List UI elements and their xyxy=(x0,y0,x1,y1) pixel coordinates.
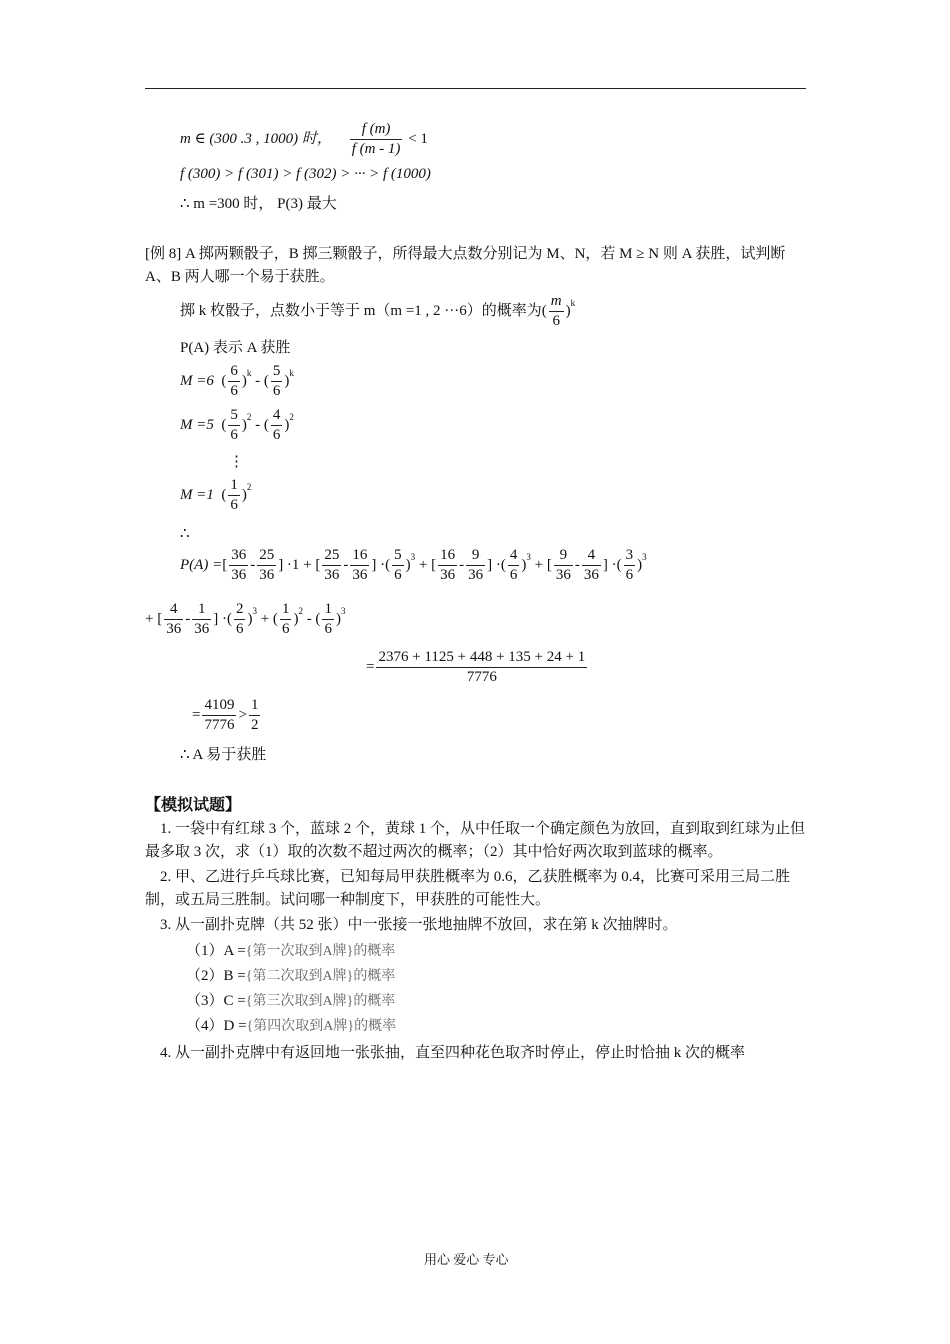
example-8-statement: [例 8] A 掷两颗骰子，B 掷三颗骰子，所得最大点数分别记为 M、N，若 M ≥ N 则 A 获胜，试判断 A、B 两人哪一个易于获胜。 xyxy=(145,246,786,285)
therefore-symbol: ∴ xyxy=(180,526,190,542)
pa-expansion-line-2: + [ $\frac{4}{36}$ - $\frac{1}{36}$ ] ·( $\frac{2}{6}$ )$^3$ + ( $\frac{1}{6}$ )$^2$ - ( $\frac{1}{6}$ )$^3$ xyxy=(145,601,346,637)
problem-3-item-2: （2）B ={第二次取到A牌}的概率 xyxy=(186,968,396,984)
dice-probability-line: 掷 k 枚骰子，点数小于等于 m（m =1 , 2 ···6）的概率为( $\frac{m}{6}$ )$^k$ xyxy=(180,293,576,329)
problem-3-item-4: （4）D ={第四次取到A牌}的概率 xyxy=(186,1018,397,1034)
max-conclusion-line: ∴ m =300 时， P(3) 最大 xyxy=(180,196,337,212)
problem-3-item-3: （3）C ={第三次取到A牌}的概率 xyxy=(186,993,396,1009)
problem-4: 4. 从一副扑克牌中有返回地一张张抽，直至四种花色取齐时停止，停止时恰抽 k 次的概率 xyxy=(160,1045,746,1061)
problem-1: 1. 一袋中有红球 3 个，蓝球 2 个，黄球 1 个，从中任取一个确定颜色为放回，直到取到红球为止但最多取 3 次，求（1）取的次数不超过两次的概率；（2）其中恰好两次取到蓝球的概率。 xyxy=(145,821,806,860)
vertical-ellipsis: ⋮ xyxy=(229,454,244,470)
page-footer: 用心 爱心 专心 xyxy=(424,1252,509,1267)
pa-definition: P(A) 表示 A 获胜 xyxy=(180,340,291,356)
inequality-line: m ∈ (300 .3 , 1000) 时， $\frac{f (m)}{f (m - 1)}$ < 1 xyxy=(180,121,428,157)
problem-2: 2. 甲、乙进行乒乓球比赛，已知每局甲获胜概率为 0.6，乙获胜概率为 0.4，比赛可采用三局二胜制，或五局三胜制。试问哪一种制度下，甲获胜的可能性大。 xyxy=(145,869,791,908)
monotonic-line: f (300) > f (301) > f (302) > ··· > f (1000) xyxy=(180,166,431,182)
m1-line: M =1 ( $\frac{1}{6}$ )$^2$ xyxy=(180,477,252,513)
sum-fraction-line: = $\frac{2376 + 1125 + 448 + 135 + 24 + 1}{7776}$ xyxy=(366,649,586,685)
result-line: = $\frac{4109}{7776}$ > $\frac{1}{2}$ xyxy=(192,697,259,733)
m6-line: M =6 ( $\frac{6}{6}$ )$^k$ - ( $\frac{5}{6}$ )$^k$ xyxy=(180,363,294,399)
m5-line: M =5 ( $\frac{5}{6}$ )$^2$ - ( $\frac{4}{6}$ )$^2$ xyxy=(180,407,294,443)
problem-3-item-1: （1）A ={第一次取到A牌}的概率 xyxy=(186,943,396,959)
problem-3: 3. 从一副扑克牌（共 52 张）中一张接一张地抽牌不放回，求在第 k 次抽牌时。 xyxy=(160,917,678,933)
conclusion-line: ∴ A 易于获胜 xyxy=(180,747,267,763)
header-rule xyxy=(145,88,806,89)
section-title: 【模拟试题】 xyxy=(145,795,242,814)
ratio-fraction: $\frac{f (m)}{f (m - 1)}$ xyxy=(351,121,401,157)
pa-expansion-line-1: P(A) =[ $\frac{36}{36}$ - $\frac{25}{36}$ ] ·1 + [ $\frac{25}{36}$ - $\frac{16}{36}$ ] ·( $\frac{5}{6}$ )$^3$ + [ $\frac{16}{36}$ - $\frac{9}{36}$ ] ·( $\frac{4}{6}$ )$^3$ + [ $\frac{9}{36}$ - $\frac{4}{36}$ ] ·( $\frac{3}{6}$ )$^3$ xyxy=(180,547,647,583)
